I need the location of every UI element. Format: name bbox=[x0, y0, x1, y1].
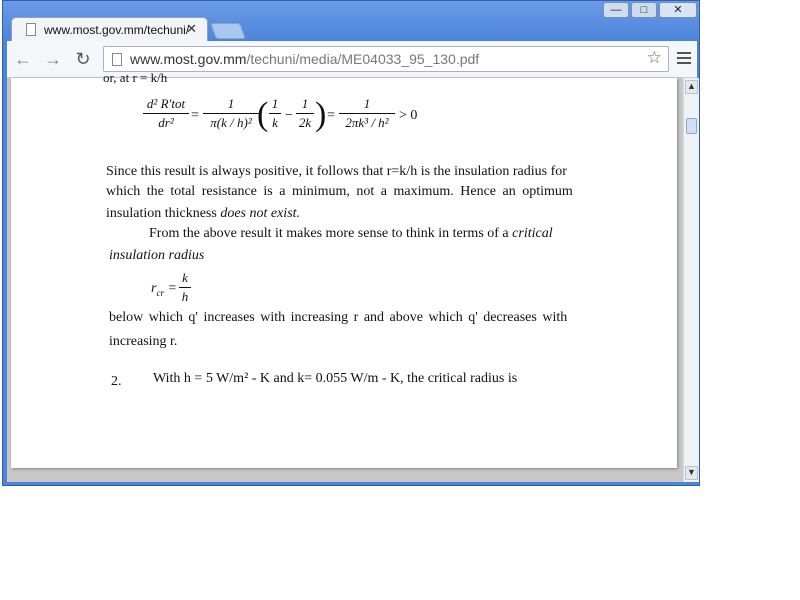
eq1-lhs: d² R′tot dr² bbox=[143, 96, 189, 131]
eq1-frac1: 1 π(k / h)² bbox=[203, 96, 259, 131]
back-icon[interactable]: ← bbox=[14, 49, 32, 69]
forward-icon[interactable]: → bbox=[44, 49, 62, 69]
eq1-equals-2: = bbox=[327, 108, 335, 123]
rcr-lhs: $r_{cr}$ = bbox=[151, 281, 177, 298]
vertical-scrollbar[interactable] bbox=[683, 78, 699, 482]
para2-line1: From the above result it makes more sense to think in terms of a critical bbox=[149, 226, 553, 241]
url-text: www.most.gov.mm/techuni/media/ME04033_95_130.pdf bbox=[130, 51, 480, 67]
scroll-down-icon[interactable]: ▼ bbox=[685, 466, 698, 480]
eq1-paren-b: 1 2k bbox=[296, 96, 314, 131]
tab-title: www.most.gov.mm/techuni/ bbox=[44, 23, 190, 37]
eq1-paren-close: ) bbox=[315, 96, 327, 133]
page-icon bbox=[112, 53, 122, 66]
eq1-tail: > 0 bbox=[399, 108, 418, 123]
scroll-up-icon[interactable]: ▲ bbox=[685, 80, 698, 94]
window-close-button[interactable]: ✕ bbox=[659, 2, 697, 18]
para3-line1: below which q' increases with increasing r and above which q' decreases with bbox=[109, 310, 568, 325]
address-bar[interactable] bbox=[103, 46, 669, 72]
maximize-button[interactable]: □ bbox=[631, 2, 657, 18]
para3-line2: increasing r. bbox=[109, 334, 178, 349]
para1-line2: which the total resistance is a minimum, not a maximum. Hence an optimum bbox=[106, 184, 573, 199]
menu-icon[interactable] bbox=[677, 52, 691, 66]
new-tab-button[interactable] bbox=[210, 23, 246, 39]
eq1-rhs: 1 2πk³ / h² bbox=[339, 96, 395, 131]
minimize-button[interactable]: — bbox=[603, 2, 629, 18]
page-icon bbox=[26, 23, 36, 36]
eq1-minus: − bbox=[285, 108, 293, 123]
rcr-frac: k h bbox=[179, 270, 191, 305]
scroll-thumb[interactable] bbox=[686, 118, 697, 134]
browser-window bbox=[2, 0, 700, 486]
pdf-page bbox=[11, 70, 677, 468]
clipped-line: or, at r = k/h bbox=[103, 70, 168, 85]
reload-icon[interactable]: ↻ bbox=[75, 49, 91, 69]
item2-text: With h = 5 W/m² - K and k= 0.055 W/m - K, the critical radius is bbox=[153, 371, 518, 386]
close-icon[interactable]: ✕ bbox=[186, 21, 197, 36]
star-icon[interactable]: ☆ bbox=[646, 48, 662, 67]
para1-line3: insulation thickness does not exist. bbox=[106, 206, 301, 221]
pdf-viewport[interactable] bbox=[7, 70, 683, 482]
eq1-paren-a: 1 k bbox=[269, 96, 281, 131]
item2-number: 2. bbox=[111, 374, 122, 389]
para2-line2: insulation radius bbox=[109, 248, 205, 263]
tab-active[interactable] bbox=[11, 17, 208, 42]
eq1-equals-1: = bbox=[191, 108, 199, 123]
eq1-paren-open: ( bbox=[257, 96, 269, 133]
para1-line1: Since this result is always positive, it follows that r=k/h is the insulation radius for bbox=[106, 164, 567, 179]
